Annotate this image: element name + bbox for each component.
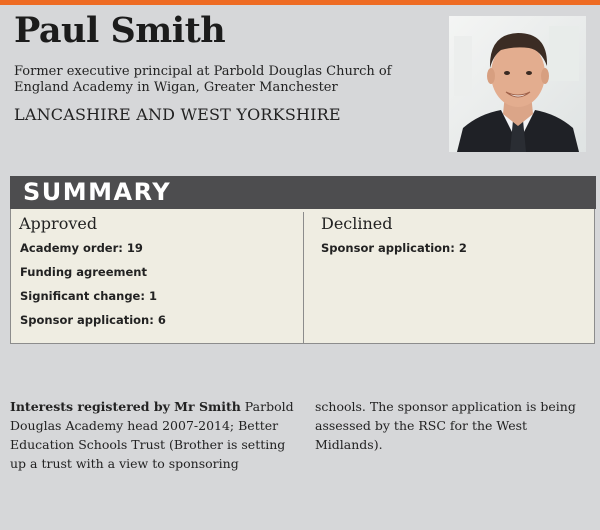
profile-name: Paul Smith xyxy=(14,10,226,51)
approved-item: Significant change: 1 xyxy=(20,289,157,303)
approved-item: Sponsor application: 6 xyxy=(20,313,166,327)
summary-title: SUMMARY xyxy=(23,178,172,206)
approved-heading: Approved xyxy=(19,214,98,233)
approved-item: Funding agreement xyxy=(20,265,147,279)
portrait-illustration xyxy=(449,16,586,152)
approved-item: Academy order: 19 xyxy=(20,241,143,255)
summary-header xyxy=(10,176,596,209)
interests-text: Parbold Douglas Academy head 2007-2014; Better Education Schools Trust (Brother is setting up a trust with a view to sponsoring xyxy=(10,399,294,471)
interests-column-2: schools. The sponsor application is being assessed by the RSC for the West Midlands). xyxy=(315,399,576,452)
declined-item: Sponsor application: 2 xyxy=(321,241,467,255)
accent-top-bar xyxy=(0,0,600,5)
interests-column-1 xyxy=(10,397,300,473)
profile-role: Former executive principal at Parbold Douglas Church of England Academy in Wigan, Greater Manchester xyxy=(14,64,392,95)
declined-heading: Declined xyxy=(321,214,393,233)
interests-label: Interests registered by Mr Smith xyxy=(10,399,241,414)
profile-photo xyxy=(449,16,586,152)
column-divider xyxy=(303,212,304,343)
summary-panel xyxy=(10,209,595,344)
profile-region: LANCASHIRE AND WEST YORKSHIRE xyxy=(14,105,341,124)
